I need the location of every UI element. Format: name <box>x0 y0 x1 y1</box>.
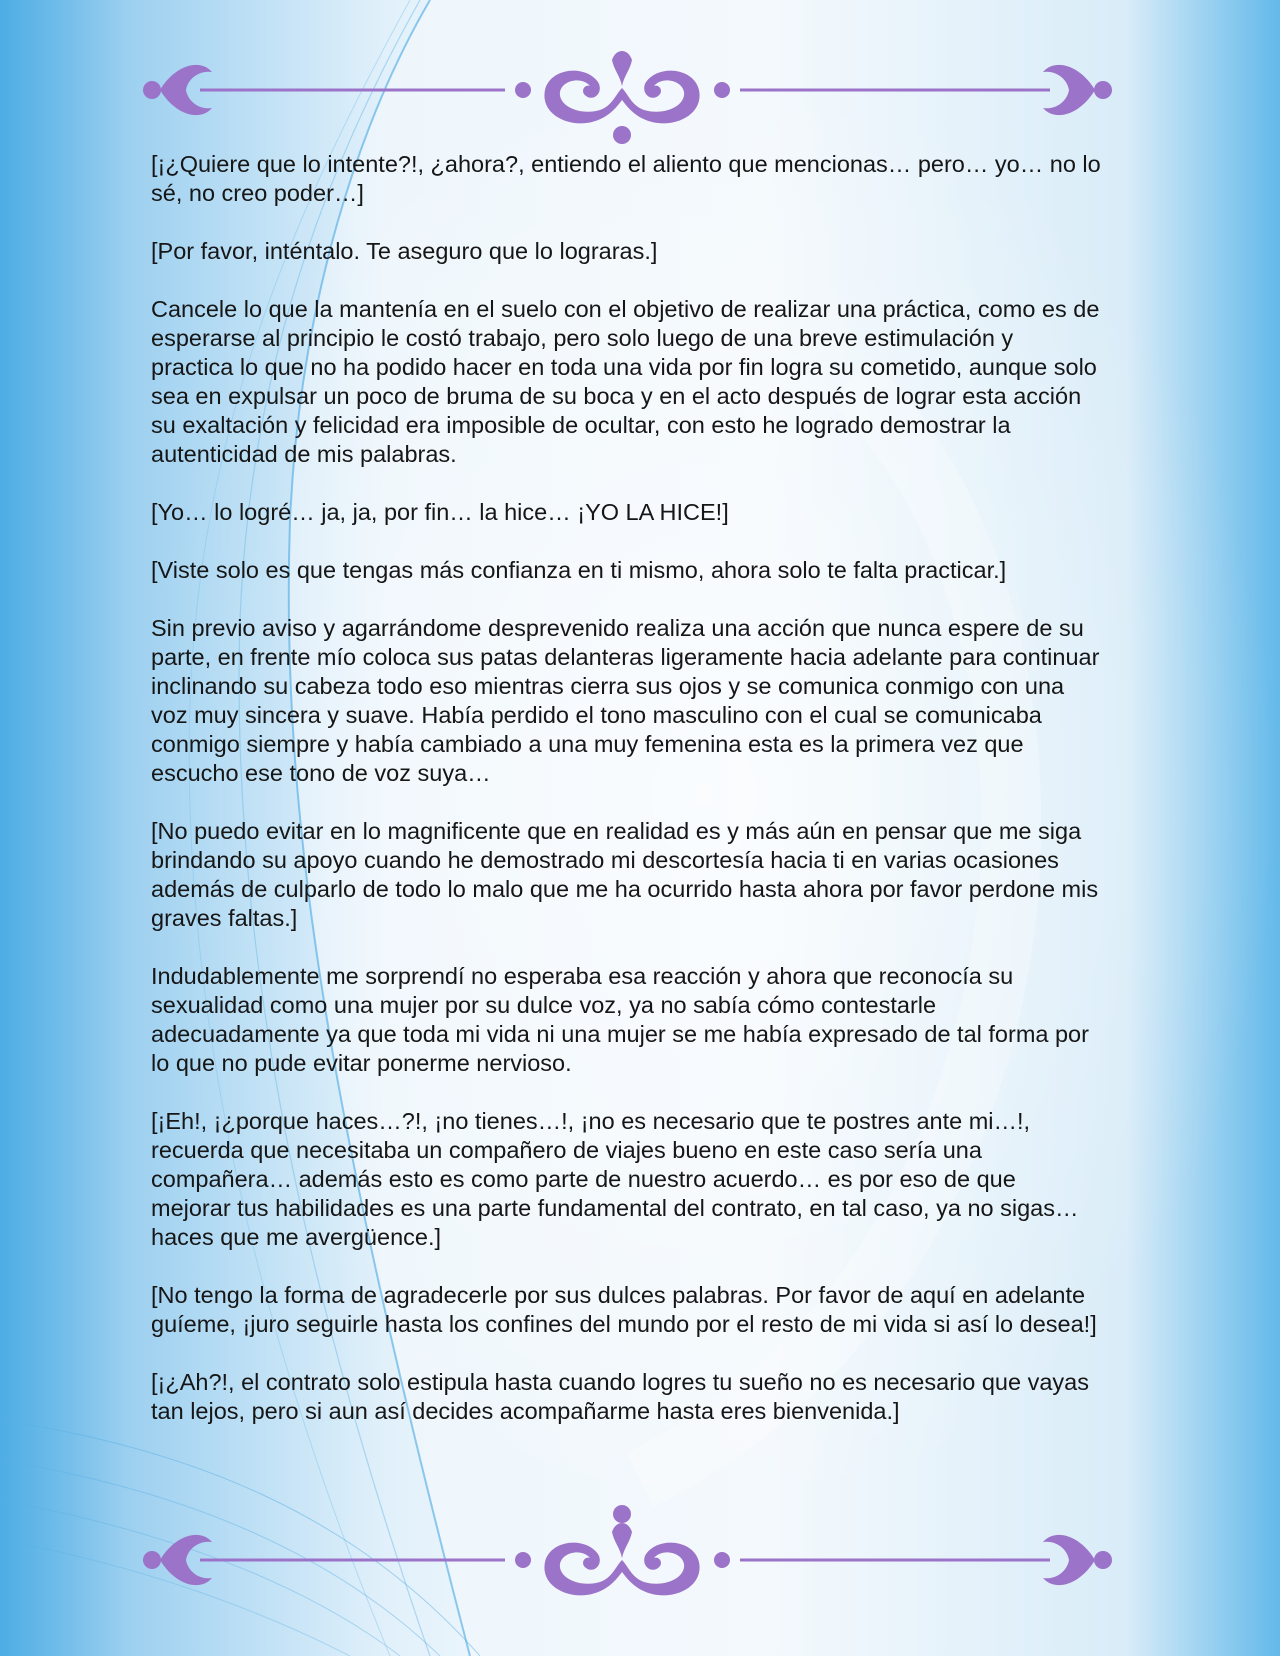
paragraph: [No tengo la forma de agradecerle por sus dulces palabras. Por favor de aquí en adelante guíeme, ¡juro seguirle hasta los confines del mundo por el resto de mi vida si así lo desea!] <box>151 1282 1097 1337</box>
top-ornament <box>0 30 1280 150</box>
scroll-flourish-icon <box>714 65 1112 115</box>
center-crest-icon <box>544 1505 699 1595</box>
scroll-flourish-icon <box>714 1535 1112 1585</box>
paragraph: [Yo… lo logré… ja, ja, por fin… la hice… ¡YO LA HICE!] <box>151 499 729 525</box>
center-crest-icon <box>544 51 699 144</box>
paragraph: [¡¿Ah?!, el contrato solo estipula hasta cuando logres tu sueño no es necesario que vayas tan lejos, pero si aun así decides acompañarme hasta eres bienvenida.] <box>151 1369 1089 1424</box>
paragraph: [¡Eh!, ¡¿porque haces…?!, ¡no tienes…!, ¡no es necesario que te postres ante mi…!, recuerda que necesitaba un compañero de viajes bueno en este caso sería una compañera… además esto es como parte de nuestro acuerdo… es por eso de que mejorar tus habilidades es una parte fundamental del contrato, en tal caso, ya no sigas… haces que me avergüence.] <box>151 1108 1079 1250</box>
paragraph: Sin previo aviso y agarrándome desprevenido realiza una acción que nunca espere de su parte, en frente mío coloca sus patas delanteras ligeramente hacia adelante para continuar inclinando su cabeza todo eso mientras cierra sus ojos y se comunica conmigo con una voz muy sincera y suave. Había perdido el tono masculino con el cual se comunicaba conmigo siempre y había cambiado a una muy femenina esta es la primera vez que escucho ese tono de voz suya… <box>151 615 1100 786</box>
paragraph: [Viste solo es que tengas más confianza en ti mismo, ahora solo te falta practicar.] <box>151 557 1007 583</box>
scroll-flourish-icon <box>143 65 531 115</box>
scroll-flourish-icon <box>143 1535 531 1585</box>
paragraph: Indudablemente me sorprendí no esperaba esa reacción y ahora que reconocía su sexualidad como una mujer por su dulce voz, ya no sabía cómo contestarle adecuadamente ya que toda mi vida ni una mujer se me había expresado de tal forma por lo que no pude evitar ponerme nervioso. <box>151 963 1089 1076</box>
paragraph: [No puedo evitar en lo magnificente que en realidad es y más aún en pensar que me siga brindando su apoyo cuando he demostrado mi descortesía hacia ti en varias ocasiones además de culparlo de todo lo malo que me ha ocurrido hasta ahora por favor perdone mis graves faltas.] <box>151 818 1099 931</box>
bottom-ornament <box>0 1500 1280 1620</box>
paragraph: [¡¿Quiere que lo intente?!, ¿ahora?, entiendo el aliento que mencionas… pero… yo… no lo sé, no creo poder…] <box>151 151 1101 206</box>
document-body <box>151 150 1101 1455</box>
paragraph: Cancele lo que la mantenía en el suelo con el objetivo de realizar una práctica, como es de esperarse al principio le costó trabajo, pero solo luego de una breve estimulación y practica lo que no ha podido hacer en toda una vida por fin logra su cometido, aunque solo sea en expulsar un poco de bruma de su boca y en el acto después de lograr esta acción su exaltación y felicidad era imposible de ocultar, con esto he logrado demostrar la autenticidad de mis palabras. <box>151 296 1100 467</box>
paragraph: [Por favor, inténtalo. Te aseguro que lo lograras.] <box>151 238 658 264</box>
